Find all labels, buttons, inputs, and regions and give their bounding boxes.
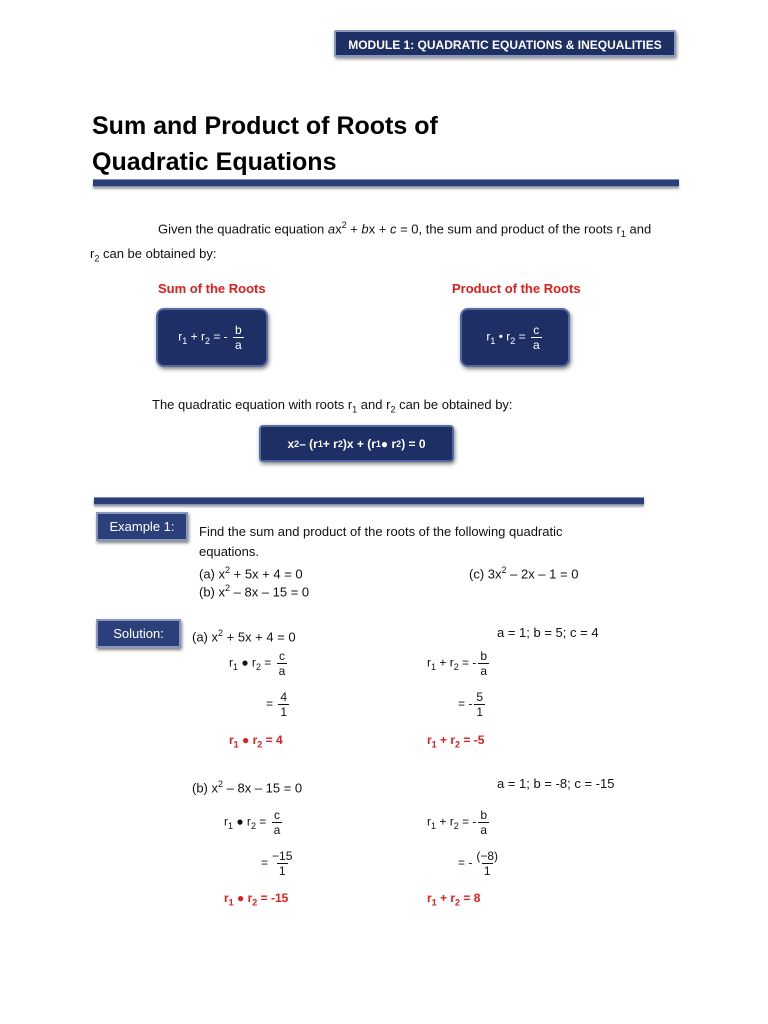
example-label: Example 1: bbox=[96, 512, 188, 541]
title-divider bbox=[93, 179, 679, 187]
sum-formula: $r_1 + r_2$ = - $\frac{b}{a}$ bbox=[178, 323, 242, 352]
solution-a-coefficients: a = 1; b = 5; c = 4 bbox=[497, 625, 599, 640]
title-line-1: Sum and Product of Roots of bbox=[92, 112, 438, 140]
solution-a-sum-result: $r_1 + r_2 = -5$ bbox=[427, 733, 485, 750]
example-item-b: (b) $x^2 - 8x - 15 = 0$ bbox=[199, 583, 310, 600]
solution-b-sum-step1: $r_1 + r_2$ = - $\frac{b}{a}$ bbox=[427, 808, 488, 837]
product-formula-box bbox=[460, 308, 570, 367]
solution-b-coefficients: a = 1; b = -8; c = -15 bbox=[497, 776, 615, 791]
module-header: MODULE 1: QUADRATIC EQUATIONS & INEQUALITIES bbox=[334, 30, 676, 57]
solution-b-product-result: $r_1$ ● $r_2 = -15$ bbox=[224, 891, 289, 908]
sum-heading: Sum of the Roots bbox=[158, 281, 266, 296]
intro-paragraph: Given the quadratic equation $ax^2$ + bx + c = 0, the sum and product of the roots $r_1$ and $r_2$ can be obtained by: bbox=[90, 220, 652, 264]
example-item-a: (a) $x^2 + 5x + 4 = 0$ bbox=[199, 565, 303, 582]
solution-a-sum-step1: $r_1 + r_2$ = - $\frac{b}{a}$ bbox=[427, 649, 488, 678]
sum-formula-box bbox=[156, 308, 268, 367]
page-title bbox=[92, 108, 652, 180]
solution-b-product-step1: $r_1$ ● $r_2$ = $\frac{c}{a}$ bbox=[224, 808, 281, 837]
solution-b-sum-step2: = - $\frac{(-8)}{1}$ bbox=[458, 849, 499, 878]
solution-a-sum-step2: = - $\frac{5}{1}$ bbox=[458, 690, 484, 719]
example-item-c: (c) $3x^2 - 2x - 1 = 0$ bbox=[469, 565, 579, 582]
solution-a-product-step1: $r_1$ ● $r_2$ = $\frac{c}{a}$ bbox=[229, 649, 286, 678]
solution-b-equation: (b) $x^2 - 8x - 15 = 0$ bbox=[192, 779, 303, 796]
product-formula: $r_1$ • $r_2$ = $\frac{c}{a}$ bbox=[486, 323, 540, 352]
solution-a-product-result: $r_1$ ● $r_2 = 4$ bbox=[229, 733, 283, 750]
solution-b-sum-result: $r_1 + r_2 = 8$ bbox=[427, 891, 481, 908]
solution-b-product-step2: = $\frac{-15}{1}$ bbox=[261, 849, 293, 878]
solution-a-equation: (a) $x^2 + 5x + 4 = 0$ bbox=[192, 628, 296, 645]
product-heading: Product of the Roots bbox=[452, 281, 581, 296]
quadratic-formula-box: x 2 – (r 1 + r 2 )x + (r 1 ● r 2 ) = 0 bbox=[259, 425, 454, 462]
section-divider bbox=[94, 497, 644, 505]
solution-a-product-step2: = $\frac{4}{1}$ bbox=[266, 690, 288, 719]
roots-formula-text: The quadratic equation with roots $r_1$ and $r_2$ can be obtained by: bbox=[152, 397, 513, 415]
solution-label: Solution: bbox=[96, 619, 181, 648]
example-text: Find the sum and product of the roots of the following quadratic equations. bbox=[199, 524, 563, 559]
title-line-2: Quadratic Equations bbox=[92, 148, 337, 176]
